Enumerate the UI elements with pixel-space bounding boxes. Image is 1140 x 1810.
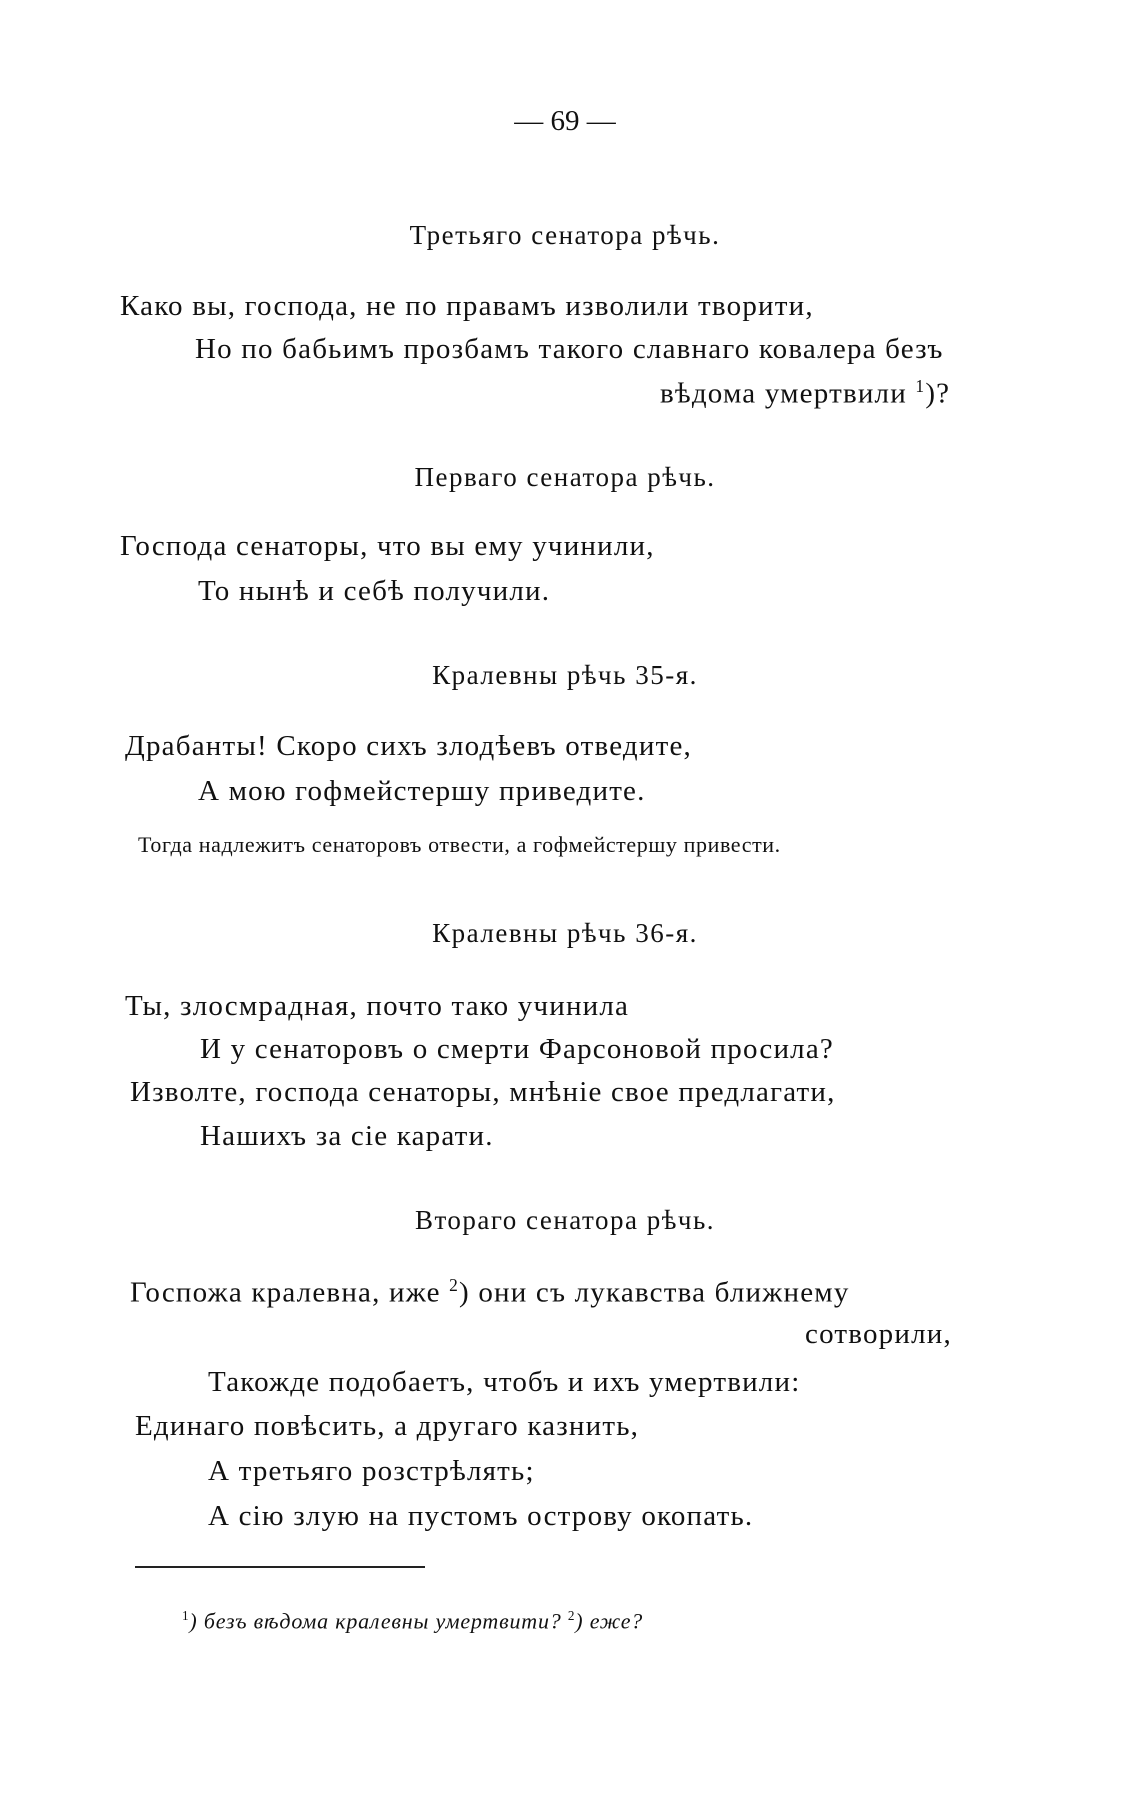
speaker-heading: Перваго сенатора рѣчь. — [414, 462, 716, 492]
verse-line: Господа сенаторы, что вы ему учинили, — [120, 530, 655, 562]
verse-line: Единаго повѣсить, а другаго казнить, — [135, 1410, 640, 1442]
page-number: — 69 — — [514, 105, 616, 137]
speaker-heading: Кралевны рѣчь 35-я. — [432, 660, 698, 690]
footnote-reference: 1 — [915, 376, 926, 396]
verse-text: вѣдома умертвили — [660, 377, 907, 410]
verse-line: сотворили, — [805, 1318, 952, 1350]
footnotes — [182, 1608, 643, 1634]
footnote-mark: 1 — [182, 1608, 190, 1623]
verse-line: Но по бабьимъ прозбамъ такого славнаго ковалера безъ — [195, 333, 944, 365]
verse-line: А сію злую на пустомъ острову окопать. — [208, 1500, 754, 1532]
verse-line: Ты, злосмрадная, почто тако учинила — [125, 990, 630, 1022]
footnote-divider — [135, 1566, 425, 1568]
verse-text: ) они съ лукавства ближнему — [459, 1276, 850, 1309]
footnote-text: ) безъ вѣдома кралевны умертвити? — [189, 1608, 562, 1634]
verse-line: А третьяго розстрѣлять; — [208, 1455, 535, 1487]
verse-text: Госпожа кралевна, иже — [130, 1276, 441, 1309]
footnote-reference: 2 — [449, 1275, 460, 1295]
verse-line: И у сенаторовъ о смерти Фарсоновой просила? — [200, 1033, 834, 1065]
footnote-mark: 2 — [567, 1608, 576, 1623]
verse-line: Како вы, господа, не по правамъ изволили творити, — [120, 290, 814, 322]
speaker-heading: Третьяго сенатора рѣчь. — [409, 220, 721, 250]
stage-direction: Тогда надлежитъ сенаторовъ отвести, а гофмейстершу привести. — [138, 832, 781, 857]
verse-line: Изволте, господа сенаторы, мнѣніе свое предлагати, — [130, 1076, 836, 1108]
speaker-heading: Втораго сенатора рѣчь. — [414, 1205, 716, 1235]
verse-line: То нынѣ и себѣ получили. — [198, 575, 551, 607]
footnote-text: ) еже? — [575, 1608, 644, 1634]
verse-text: )? — [925, 377, 951, 410]
verse-line: Нашихъ за сіе карати. — [200, 1120, 494, 1152]
verse-line: А мою гофмейстершу приведите. — [198, 775, 646, 807]
verse-line — [660, 376, 950, 411]
verse-line: Такожде подобаетъ, чтобъ и ихъ умертвили: — [208, 1366, 801, 1398]
verse-line — [130, 1275, 850, 1310]
speaker-heading: Кралевны рѣчь 36-я. — [432, 918, 698, 948]
verse-line: Драбанты! Скоро сихъ злодѣевъ отведите, — [125, 730, 692, 762]
